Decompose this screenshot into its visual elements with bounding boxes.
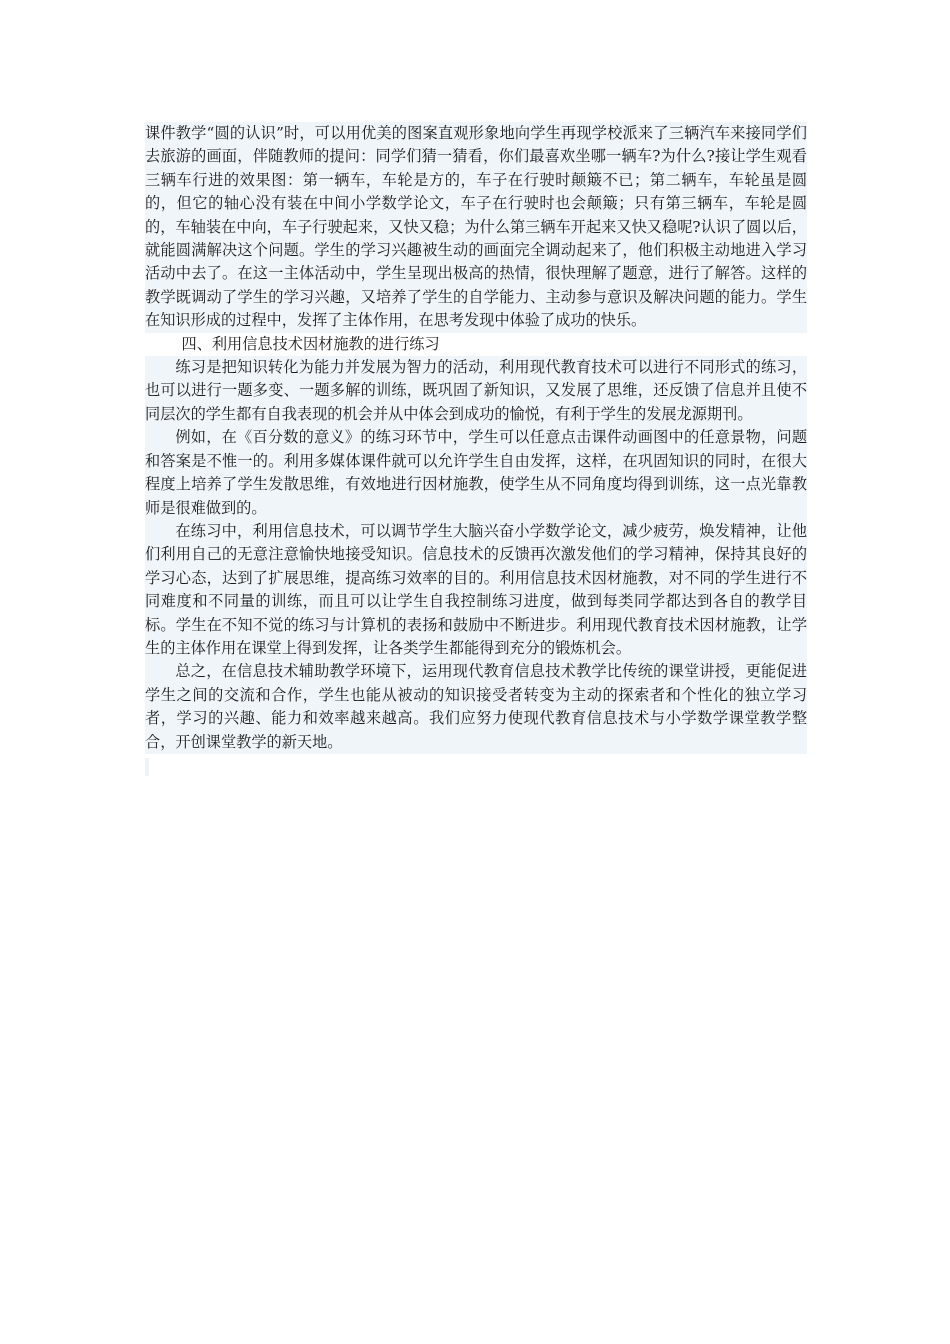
paragraph-conclusion: 总之，在信息技术辅助教学环境下，运用现代教育信息技术教学比传统的课堂讲授，更能促进学生之间的交流和合作，学生也能从被动的知识接受者转变为主动的探索者和个性化的独立学习者，学习的兴趣、能力和效率越来越高。我们应努力使现代教育信息技术与小学数学课堂教学整合，开创课堂教学的新天地。 [145, 660, 807, 754]
document-body [145, 122, 807, 776]
paragraph-circle-lesson: 课件教学“圆的认识”时，可以用优美的图案直观形象地向学生再现学校派来了三辆汽车来接同学们去旅游的画面，伴随教师的提问：同学们猜一猜看，你们最喜欢坐哪一辆车?为什么?接让学生观看三辆车行进的效果图：第一辆车，车轮是方的，车子在行驶时颠簸不已；第二辆车，车轮虽是圆的，但它的轴心没有装在中间小学数学论文，车子在行驶时也会颠簸；只有第三辆车，车轮是圆的，车轴装在中向，车子行驶起来，又快又稳；为什么第三辆车开起来又快又稳呢?认识了圆以后，就能圆满解决这个问题。学生的学习兴趣被生动的画面完全调动起来了，他们积极主动地进入学习活动中去了。在这一主体活动中，学生呈现出极高的热情，很快理解了题意，进行了解答。这样的教学既调动了学生的学习兴趣，又培养了学生的自学能力、主动参与意识及解决问题的能力。学生在知识形成的过程中，发挥了主体作用，在思考发现中体验了成功的快乐。 [145, 122, 807, 333]
paragraph-practice-intro: 练习是把知识转化为能力并发展为智力的活动，利用现代教育技术可以进行不同形式的练习，也可以进行一题多变、一题多解的训练，既巩固了新知识，又发展了思维，还反馈了信息并且使不同层次的学生都有自我表现的机会并从中体会到成功的愉悦，有利于学生的发展龙源期刊。 [145, 356, 807, 426]
section-heading-practice: 四、利用信息技术因材施教的进行练习 [181, 334, 440, 353]
paragraph-percent-example: 例如，在《百分数的意义》的练习环节中，学生可以任意点击课件动画图中的任意景物，问题和答案是不惟一的。利用多媒体课件就可以允许学生自由发挥，这样，在巩固知识的同时，在很大程度上培养了学生发散思维，有效地进行因材施教，使学生从不同角度均得到训练，这一点光靠教师是很难做到的。 [145, 426, 807, 520]
text-cursor-mark [145, 758, 149, 776]
paragraph-practice-benefits: 在练习中，利用信息技术，可以调节学生大脑兴奋小学数学论文，减少疲劳，焕发精神，让他们利用自己的无意注意愉快地接受知识。信息技术的反馈再次激发他们的学习精神，保持其良好的学习心态，达到了扩展思维，提高练习效率的目的。利用信息技术因材施教，对不同的学生进行不同难度和不同量的训练，而且可以让学生自我控制练习进度，做到每类同学都达到各自的教学目标。学生在不知不觉的练习与计算机的表扬和鼓励中不断进步。利用现代教育技术因材施教，让学生的主体作用在课堂上得到发挥，让各类学生都能得到充分的锻炼机会。 [145, 520, 807, 660]
